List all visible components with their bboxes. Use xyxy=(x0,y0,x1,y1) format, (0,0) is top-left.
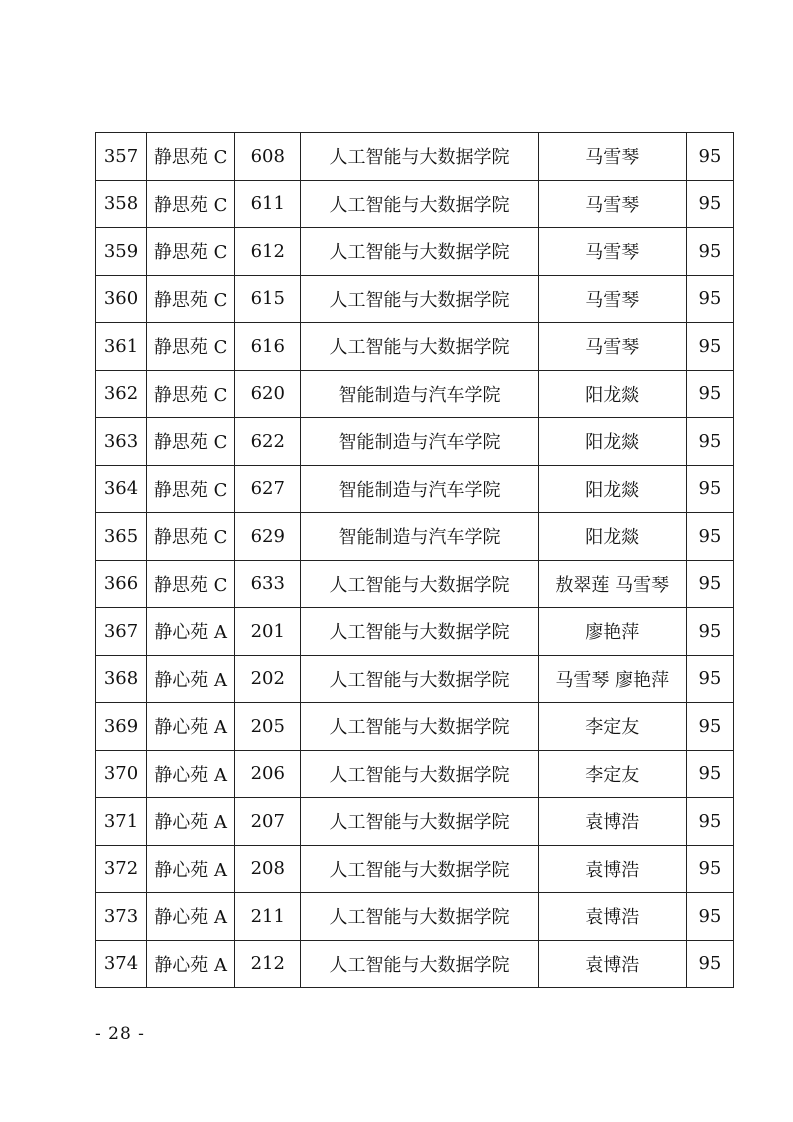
score-cell: 95 xyxy=(686,703,733,751)
inspector-names-cell: 袁博浩 xyxy=(538,798,686,846)
room-number-cell: 208 xyxy=(235,845,301,893)
row-number-cell: 370 xyxy=(96,750,147,798)
room-number-cell: 629 xyxy=(235,513,301,561)
inspector-names-cell: 阳龙燚 xyxy=(538,418,686,466)
table-row xyxy=(96,465,734,513)
room-number-cell: 611 xyxy=(235,180,301,228)
dormitory-score-table xyxy=(95,132,734,988)
table-row xyxy=(96,703,734,751)
table-row xyxy=(96,893,734,941)
inspector-names-cell: 廖艳萍 xyxy=(538,608,686,656)
college-cell: 人工智能与大数据学院 xyxy=(301,798,538,846)
college-cell: 人工智能与大数据学院 xyxy=(301,893,538,941)
score-cell: 95 xyxy=(686,370,733,418)
table-row xyxy=(96,275,734,323)
building-cell: 静思苑 C xyxy=(147,133,235,181)
inspector-names-cell: 袁博浩 xyxy=(538,893,686,941)
inspector-names-cell: 马雪琴 廖艳萍 xyxy=(538,655,686,703)
score-cell: 95 xyxy=(686,560,733,608)
row-number-cell: 374 xyxy=(96,940,147,988)
building-cell: 静思苑 C xyxy=(147,228,235,276)
score-cell: 95 xyxy=(686,513,733,561)
score-cell: 95 xyxy=(686,750,733,798)
building-cell: 静思苑 C xyxy=(147,323,235,371)
row-number-cell: 362 xyxy=(96,370,147,418)
inspector-names-cell: 阳龙燚 xyxy=(538,465,686,513)
college-cell: 智能制造与汽车学院 xyxy=(301,418,538,466)
college-cell: 智能制造与汽车学院 xyxy=(301,513,538,561)
room-number-cell: 616 xyxy=(235,323,301,371)
room-number-cell: 620 xyxy=(235,370,301,418)
score-cell: 95 xyxy=(686,133,733,181)
building-cell: 静思苑 C xyxy=(147,418,235,466)
room-number-cell: 205 xyxy=(235,703,301,751)
room-number-cell: 615 xyxy=(235,275,301,323)
college-cell: 人工智能与大数据学院 xyxy=(301,940,538,988)
college-cell: 人工智能与大数据学院 xyxy=(301,323,538,371)
table-row xyxy=(96,940,734,988)
score-cell: 95 xyxy=(686,798,733,846)
inspector-names-cell: 马雪琴 xyxy=(538,180,686,228)
table-row xyxy=(96,228,734,276)
college-cell: 人工智能与大数据学院 xyxy=(301,180,538,228)
inspector-names-cell: 敖翠莲 马雪琴 xyxy=(538,560,686,608)
college-cell: 人工智能与大数据学院 xyxy=(301,275,538,323)
table-row xyxy=(96,513,734,561)
building-cell: 静心苑 A xyxy=(147,703,235,751)
building-cell: 静思苑 C xyxy=(147,513,235,561)
college-cell: 人工智能与大数据学院 xyxy=(301,845,538,893)
inspector-names-cell: 马雪琴 xyxy=(538,323,686,371)
table-row xyxy=(96,323,734,371)
row-number-cell: 364 xyxy=(96,465,147,513)
score-cell: 95 xyxy=(686,323,733,371)
building-cell: 静思苑 C xyxy=(147,275,235,323)
college-cell: 人工智能与大数据学院 xyxy=(301,655,538,703)
table-body xyxy=(96,133,734,988)
table-row xyxy=(96,845,734,893)
table-row xyxy=(96,608,734,656)
building-cell: 静思苑 C xyxy=(147,180,235,228)
table-row xyxy=(96,560,734,608)
building-cell: 静心苑 A xyxy=(147,845,235,893)
score-cell: 95 xyxy=(686,180,733,228)
row-number-cell: 369 xyxy=(96,703,147,751)
building-cell: 静思苑 C xyxy=(147,370,235,418)
building-cell: 静心苑 A xyxy=(147,798,235,846)
building-cell: 静心苑 A xyxy=(147,655,235,703)
building-cell: 静心苑 A xyxy=(147,750,235,798)
room-number-cell: 202 xyxy=(235,655,301,703)
college-cell: 人工智能与大数据学院 xyxy=(301,703,538,751)
score-cell: 95 xyxy=(686,418,733,466)
room-number-cell: 627 xyxy=(235,465,301,513)
row-number-cell: 368 xyxy=(96,655,147,703)
college-cell: 人工智能与大数据学院 xyxy=(301,560,538,608)
room-number-cell: 211 xyxy=(235,893,301,941)
score-cell: 95 xyxy=(686,845,733,893)
row-number-cell: 372 xyxy=(96,845,147,893)
table-row xyxy=(96,418,734,466)
row-number-cell: 365 xyxy=(96,513,147,561)
row-number-cell: 373 xyxy=(96,893,147,941)
inspector-names-cell: 袁博浩 xyxy=(538,940,686,988)
room-number-cell: 206 xyxy=(235,750,301,798)
table-row xyxy=(96,655,734,703)
row-number-cell: 361 xyxy=(96,323,147,371)
room-number-cell: 608 xyxy=(235,133,301,181)
row-number-cell: 357 xyxy=(96,133,147,181)
college-cell: 人工智能与大数据学院 xyxy=(301,608,538,656)
score-cell: 95 xyxy=(686,608,733,656)
score-cell: 95 xyxy=(686,893,733,941)
row-number-cell: 371 xyxy=(96,798,147,846)
row-number-cell: 360 xyxy=(96,275,147,323)
room-number-cell: 612 xyxy=(235,228,301,276)
college-cell: 智能制造与汽车学院 xyxy=(301,465,538,513)
building-cell: 静心苑 A xyxy=(147,893,235,941)
building-cell: 静心苑 A xyxy=(147,940,235,988)
score-cell: 95 xyxy=(686,228,733,276)
score-cell: 95 xyxy=(686,275,733,323)
building-cell: 静思苑 C xyxy=(147,465,235,513)
table-row xyxy=(96,798,734,846)
inspector-names-cell: 马雪琴 xyxy=(538,133,686,181)
table-row xyxy=(96,133,734,181)
inspector-names-cell: 马雪琴 xyxy=(538,275,686,323)
score-cell: 95 xyxy=(686,655,733,703)
inspector-names-cell: 李定友 xyxy=(538,750,686,798)
score-cell: 95 xyxy=(686,465,733,513)
row-number-cell: 363 xyxy=(96,418,147,466)
table-row xyxy=(96,180,734,228)
college-cell: 人工智能与大数据学院 xyxy=(301,750,538,798)
building-cell: 静心苑 A xyxy=(147,608,235,656)
score-cell: 95 xyxy=(686,940,733,988)
inspector-names-cell: 阳龙燚 xyxy=(538,370,686,418)
room-number-cell: 622 xyxy=(235,418,301,466)
room-number-cell: 207 xyxy=(235,798,301,846)
college-cell: 人工智能与大数据学院 xyxy=(301,133,538,181)
room-number-cell: 212 xyxy=(235,940,301,988)
row-number-cell: 366 xyxy=(96,560,147,608)
inspector-names-cell: 马雪琴 xyxy=(538,228,686,276)
college-cell: 智能制造与汽车学院 xyxy=(301,370,538,418)
inspector-names-cell: 阳龙燚 xyxy=(538,513,686,561)
page-number: - 28 - xyxy=(95,1024,145,1044)
table-row xyxy=(96,370,734,418)
room-number-cell: 633 xyxy=(235,560,301,608)
building-cell: 静思苑 C xyxy=(147,560,235,608)
row-number-cell: 367 xyxy=(96,608,147,656)
row-number-cell: 358 xyxy=(96,180,147,228)
room-number-cell: 201 xyxy=(235,608,301,656)
row-number-cell: 359 xyxy=(96,228,147,276)
inspector-names-cell: 李定友 xyxy=(538,703,686,751)
college-cell: 人工智能与大数据学院 xyxy=(301,228,538,276)
inspector-names-cell: 袁博浩 xyxy=(538,845,686,893)
table-row xyxy=(96,750,734,798)
